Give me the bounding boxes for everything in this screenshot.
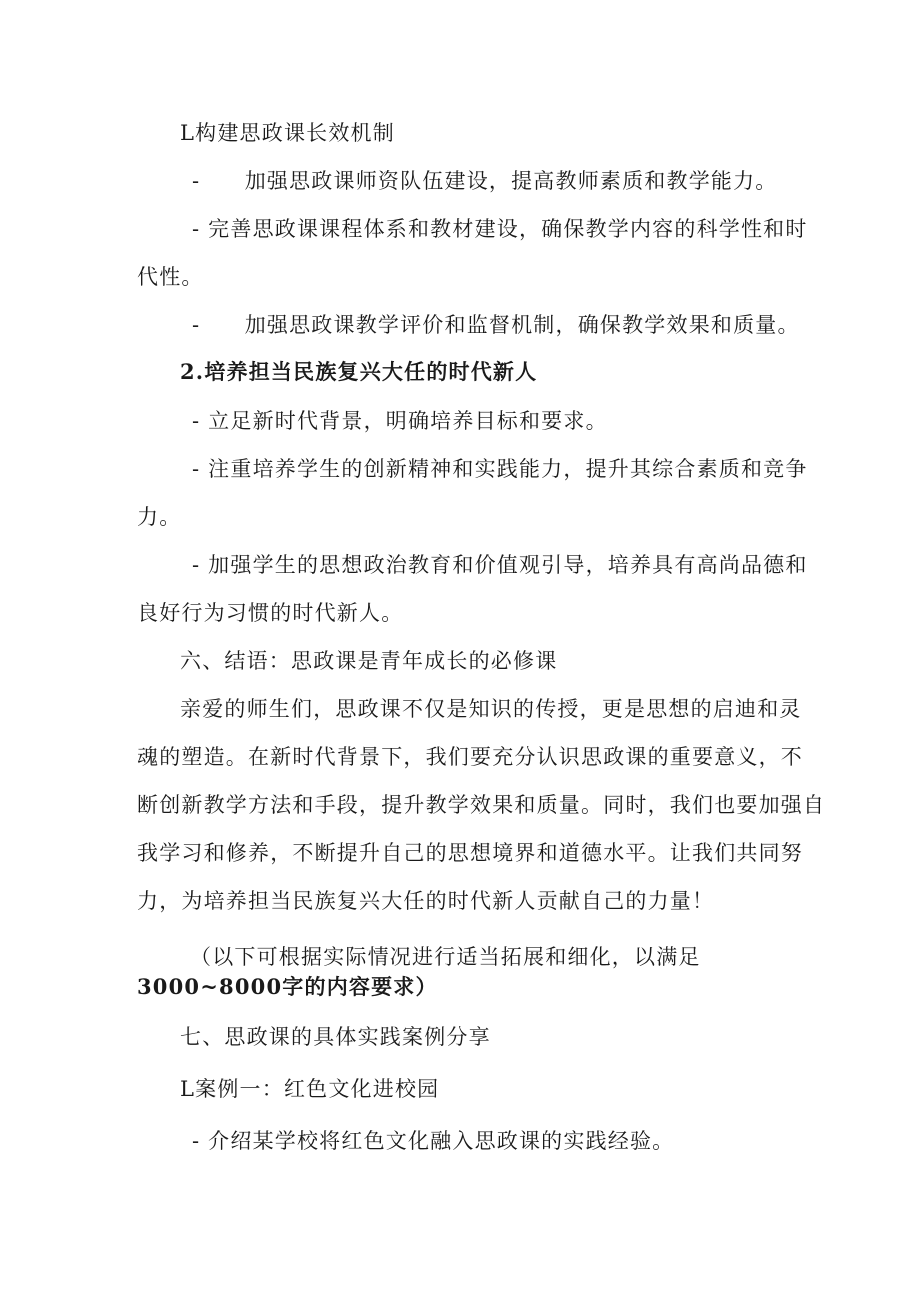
bullet-red-culture-experience: - 介绍某学校将红色文化融入思政课的实践经验。 [192, 1129, 675, 1153]
paragraph-conclusion-line-3: 断创新教学方法和手段，提升教学效果和质量。同时，我们也要加强自 [137, 793, 826, 817]
bullet-evaluation-mechanism: - 加强思政课教学评价和监督机制，确保教学效果和质量。 [192, 313, 800, 337]
bullet-new-era-background: - 立足新时代背景，明确培养目标和要求。 [192, 409, 608, 433]
paragraph-conclusion-line-4: 我学习和修养，不断提升自己的思想境界和道德水平。让我们共同努 [137, 841, 803, 865]
bullet-teacher-team: - 加强思政课师资队伍建设，提高教师素质和教学能力。 [192, 169, 778, 193]
bullet-innovation-practice: - 注重培养学生的创新精神和实践能力，提升其综合素质和竞争 [192, 457, 808, 481]
bullet-curriculum-system: - 完善思政课课程体系和教材建设，确保教学内容的科学性和时 [192, 217, 808, 241]
paragraph-conclusion-line-2: 魂的塑造。在新时代背景下，我们要充分认识思政课的重要意义，不 [137, 745, 803, 769]
section-heading-new-people: 2.培养担当民族复兴大任的时代新人 [180, 359, 538, 384]
case-heading-red-culture: L案例一：红色文化进校园 [180, 1077, 440, 1101]
bullet-innovation-practice-cont: 力。 [137, 505, 182, 529]
paragraph-conclusion-line-5: 力，为培养担当民族复兴大任的时代新人贡献自己的力量！ [137, 889, 715, 913]
bullet-values-guidance: - 加强学生的思想政治教育和价值观引导，培养具有高尚品德和 [192, 553, 808, 577]
section-heading-long-term-mechanism: L构建思政课长效机制 [180, 121, 395, 145]
section-heading-practice-cases: 七、思政课的具体实践案例分享 [180, 1025, 491, 1049]
note-expansion-line-1: （以下可根据实际情况进行适当拓展和细化，以满足 [190, 945, 701, 969]
bullet-curriculum-system-cont: 代性。 [137, 265, 204, 289]
note-expansion-line-2: 3000~8000字的内容要求） [137, 974, 438, 999]
section-heading-conclusion: 六、结语：思政课是青年成长的必修课 [180, 649, 558, 673]
bullet-values-guidance-cont: 良好行为习惯的时代新人。 [137, 601, 404, 625]
paragraph-conclusion-line-1: 亲爱的师生们，思政课不仅是知识的传授，更是思想的启迪和灵 [180, 697, 802, 721]
